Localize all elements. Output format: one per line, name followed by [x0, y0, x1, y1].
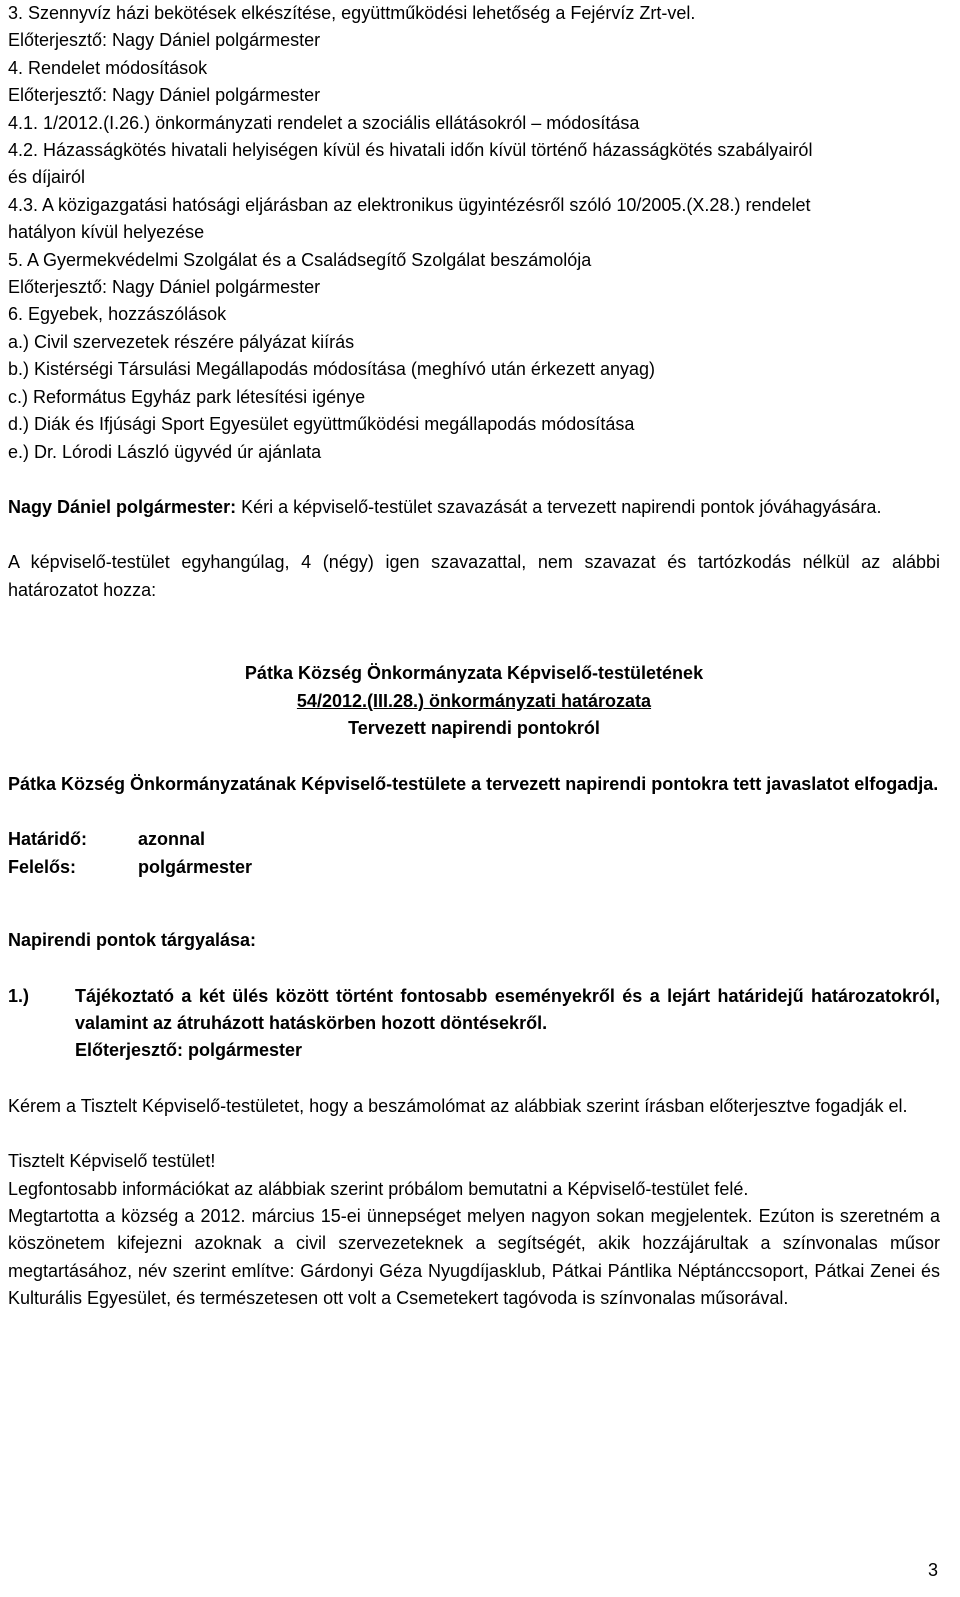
deadline-value: azonnal: [138, 829, 206, 850]
agenda-line: 4. Rendelet módosítások: [8, 57, 208, 78]
agenda-list: [8, 0, 940, 466]
agenda-line: c.) Református Egyház park létesítési igénye: [8, 386, 366, 407]
agenda-line: 5. A Gyermekvédelmi Szolgálat és a Családsegítő Szolgálat beszámolója: [8, 249, 592, 270]
responsible-value: polgármester: [138, 856, 253, 877]
agenda-line: és díjairól: [8, 167, 86, 188]
agenda-line: a.) Civil szervezetek részére pályázat kiírás: [8, 331, 355, 352]
letter-intro: Legfontosabb információkat az alábbiak szerint próbálom bemutatni a Képviselő-testület felé.: [8, 1178, 749, 1199]
deadline-row: [8, 826, 940, 853]
resolution-subject: Tervezett napirendi pontokról: [348, 718, 600, 739]
responsible-row: [8, 854, 940, 881]
document-page: [8, 0, 940, 1313]
item-title: Tájékoztató a két ülés között történt fontosabb eseményekről és a lejárt határidejű határozatokról, valamint az átruházott hatáskörben hozott döntésekről.: [75, 985, 940, 1033]
item-presenter: Előterjesztő: polgármester: [75, 1040, 303, 1061]
agenda-line: d.) Diák és Ifjúsági Sport Egyesület együttműködési megállapodás módosítása: [8, 414, 635, 435]
agenda-line: Előterjesztő: Nagy Dániel polgármester: [8, 30, 321, 51]
agenda-line: 4.2. Házasságkötés hivatali helyiségen kívül és hivatali időn kívül történő házasságkötés szabályairól: [8, 140, 813, 161]
mayor-request-text: Kéri a képviselő-testület szavazását a tervezett napirendi pontok jóváhagyására.: [236, 496, 882, 517]
agenda-item-1: [8, 983, 940, 1065]
responsible-label: Felelős:: [8, 856, 77, 877]
agenda-line: e.) Dr. Lórodi László ügyvéd úr ajánlata: [8, 441, 322, 462]
agenda-line: hatályon kívül helyezése: [8, 222, 205, 243]
agenda-line: Előterjesztő: Nagy Dániel polgármester: [8, 85, 321, 106]
agenda-line: 4.1. 1/2012.(I.26.) önkormányzati rendelet a szociális ellátásokról – módosítása: [8, 112, 640, 133]
discussion-heading: Napirendi pontok tárgyalása:: [8, 930, 257, 951]
agenda-line: Előterjesztő: Nagy Dániel polgármester: [8, 277, 321, 298]
deadline-label: Határidő:: [8, 829, 88, 850]
resolution-number: 54/2012.(III.28.) önkormányzati határozata: [296, 690, 652, 711]
vote-text: A képviselő-testület egyhangúlag, 4 (négy) igen szavazattal, nem szavazat és tartózkodás nélkül az alábbi határozatot hozza:: [8, 552, 940, 600]
page-number: 3: [927, 1560, 938, 1580]
agenda-line: b.) Kistérségi Társulási Megállapodás módosítása (meghívó után érkezett anyag): [8, 359, 655, 380]
item-number: 1.): [8, 985, 30, 1006]
speaker-name: Nagy Dániel polgármester:: [8, 496, 237, 517]
letter-body: Megtartotta a község a 2012. március 15-ei ünnepséget melyen nagyon sokan megjelentek. Ezúton is szeretném a köszönetem kifejezni azoknak a civil szervezeteknek a segítségét, akik hozzájárultak a színvonalas műsor megtartásához, név szerint említve: Gárdonyi Géza Nyugdíjasklub, Pátkai Pántlika Néptánccsoport, Pátkai Zenei és Kulturális Egyesület, és természetesen ott volt a Csemetekert tagóvoda is színvonalas műsorával.: [8, 1205, 940, 1309]
resolution-title: Pátka Község Önkormányzata Képviselő-testületének: [244, 663, 704, 684]
mayor-request: [8, 494, 940, 521]
agenda-line: 4.3. A közigazgatási hatósági eljárásban az elektronikus ügyintézésről szóló 10/2005.(X.28.) rendelet: [8, 194, 811, 215]
report-request: Kérem a Tisztelt Képviselő-testületet, hogy a beszámolómat az alábbiak szerint írásban előterjesztve fogadják el.: [8, 1095, 908, 1116]
letter-salutation: Tisztelt Képviselő testület!: [8, 1151, 216, 1172]
agenda-line: 6. Egyebek, hozzászólások: [8, 304, 227, 325]
resolution-heading: [8, 660, 940, 743]
agenda-line: 3. Szennyvíz házi bekötések elkészítése, együttműködési lehetőség a Fejérvíz Zrt-vel.: [8, 3, 696, 23]
resolution-body: Pátka Község Önkormányzatának Képviselő-testülete a tervezett napirendi pontokra tett javaslatot elfogadja.: [8, 773, 939, 794]
